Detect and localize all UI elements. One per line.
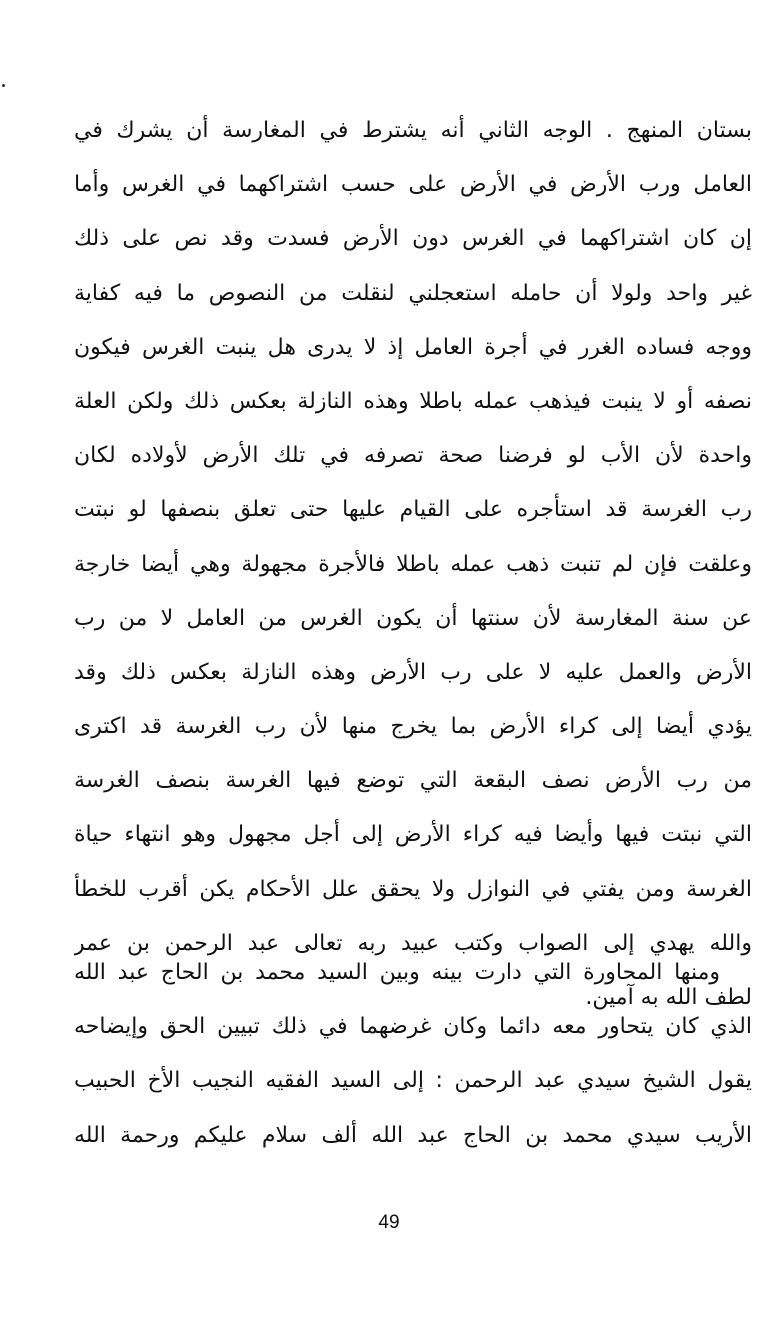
text-line: لطف الله به آمين.: [585, 985, 752, 1010]
text-line: واحدة لأن الأب لو فرضنا صحة تصرفه في تلك الأرض لأولاده لكان: [74, 443, 752, 469]
text-line: الغرسة ومن يفتي في النوازل ولا يحقق علل الأحكام يكن أقرب للخطأ: [74, 876, 752, 902]
text-line: يقول الشيخ سيدي عبد الرحمن : إلى السيد الفقيه النجيب الأخ الحبيب: [74, 1068, 752, 1094]
text-line: عن سنة المغارسة لأن سنتها أن يكون الغرس من العامل لا من رب: [74, 605, 752, 631]
text-line: نصفه أو لا ينبت فيذهب عمله باطلا وهذه النازلة بعكس ذلك ولكن العلة: [74, 388, 752, 414]
page-number: 49: [378, 1212, 400, 1233]
text-line: الذي كان يتحاور معه دائما وكان غرضهما في ذلك تبيين الحق وإيضاحه: [74, 1014, 752, 1040]
text-line: ومنها المحاورة التي دارت بينه وبين السيد محمد بن الحاج عبد الله: [74, 960, 720, 985]
text-line: إن كان اشتراكهما في الغرس دون الأرض فسدت وقد نص على ذلك: [74, 226, 752, 252]
paragraph-2: [74, 946, 752, 1163]
paragraph-1: [74, 104, 752, 1025]
text-line: العامل ورب الأرض في الأرض على حسب اشتراكهما في الغرس وأما: [74, 172, 752, 198]
text-line: رب الغرسة قد استأجره على القيام عليها حتى تعلق بنصفها لو نبتت: [74, 497, 752, 523]
text-line: التي نبتت فيها وأيضا فيه كراء الأرض إلى أجل مجهول وهو انتهاء حياة: [74, 822, 752, 848]
text-line: وعلقت فإن لم تنبت ذهب عمله باطلا فالأجرة مجهولة وهي أيضا خارجة: [74, 551, 752, 577]
scan-speck: [2, 84, 5, 87]
text-line: بستان المنهج . الوجه الثاني أنه يشترط في المغارسة أن يشرك في: [74, 118, 752, 143]
text-line: غير واحد ولولا أن حامله استعجلني لنقلت من النصوص ما فيه كفاية: [74, 280, 752, 306]
text-line: الأرض والعمل عليه لا على رب الأرض وهذه النازلة بعكس ذلك وقد: [74, 659, 752, 685]
text-line: الأريب سيدي محمد بن الحاج عبد الله ألف سلام عليكم ورحمة الله: [74, 1122, 752, 1148]
text-line: يؤدي أيضا إلى كراء الأرض بما يخرج منها لأن رب الغرسة قد اكترى: [74, 714, 752, 740]
text-line: والله يهدي إلى الصواب وكتب عبيد ربه تعالى عبد الرحمن بن عمر: [74, 930, 752, 956]
text-line: ووجه فساده الغرر في أجرة العامل إذ لا يدرى هل ينبت الغرس فيكون: [74, 334, 752, 360]
text-line: من رب الأرض نصف البقعة التي توضع فيها الغرسة بنصف الغرسة: [74, 768, 752, 794]
